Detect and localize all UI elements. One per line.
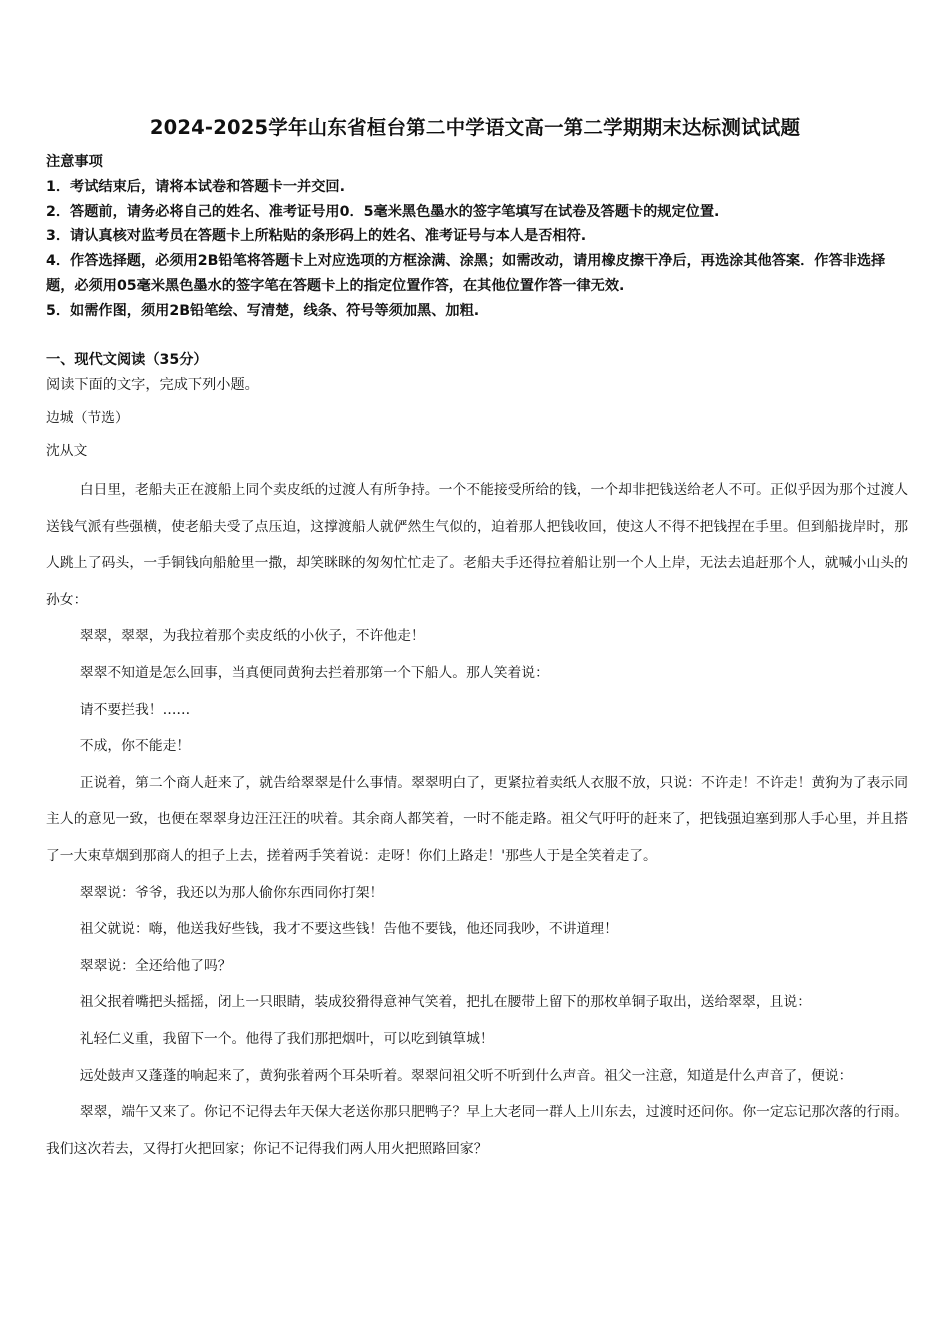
passage-paragraph: 翠翠说：爷爷，我还以为那人偷你东西同你打架！ xyxy=(79,884,384,901)
passage-paragraph: 正说着，第二个商人赶来了，就告给翠翠是什么事情。翠翠明白了，更紧拉着卖纸人衣服不放，只说：不许走！不许走！黄狗为了表示同主人的意见一致，也便在翠翠身边汪汪汪的吠着。其余商人都笑着，一时不能走路。祖父气吁吁的赶来了，把钱强迫塞到那人手心里，并且搭了一大束草烟到那商人的担子上去，搓着两手笑着说：走呀！你们上路走！'那些人于是全笑着走了。 xyxy=(46,774,908,864)
passage-paragraph: 祖父抿着嘴把头摇摇，闭上一只眼睛，装成狡猾得意神气笑着，把扎在腰带上留下的那枚单铜子取出，送给翠翠，且说： xyxy=(79,994,812,1011)
passage-author: 沈从文 xyxy=(46,443,88,459)
notice-item-1: 1．考试结束后，请将本试卷和答题卡一并交回. xyxy=(46,178,346,195)
notice-block xyxy=(46,150,911,324)
passage-paragraph: 翠翠不知道是怎么回事，当真便同黄狗去拦着那第一个下船人。那人笑着说： xyxy=(79,664,549,681)
passage-paragraph: 不成，你不能走！ xyxy=(79,738,191,755)
passage-paragraph: 翠翠，端午又来了。你记不记得去年天保大老送你那只肥鸭子？早上大老同一群人上川东去，过渡时还问你。你一定忘记那次落的行雨。我们这次若去，又得打火把回家；你记不记得我们两人用火把照路回家？ xyxy=(46,1104,908,1157)
passage-paragraph: 翠翠说：全还给他了吗？ xyxy=(79,957,232,974)
passage-paragraph: 请不要拦我！…… xyxy=(79,701,191,718)
passage-body xyxy=(46,472,908,1167)
exam-title: 2024-2025学年山东省桓台第二中学语文高一第二学期期末达标测试试题 xyxy=(149,116,801,139)
notice-item-3: 3．请认真核对监考员在答题卡上所粘贴的条形码上的姓名、准考证号与本人是否相符. xyxy=(46,228,587,245)
notice-heading: 注意事项 xyxy=(46,154,103,170)
passage-paragraph: 祖父就说：嗨，他送我好些钱，我才不要这些钱！告他不要钱，他还同我吵，不讲道理！ xyxy=(79,921,618,938)
section-instruction: 阅读下面的文字，完成下列小题。 xyxy=(46,377,259,393)
notice-item-4: 4．作答选择题，必须用2B铅笔将答题卡上对应选项的方框涂满、涂黑；如需改动，请用橡皮擦干净后，再选涂其他答案．作答非选择题，必须用05毫米黑色墨水的签字笔在答题卡上的指定位置作答，在其他位置作答一律无效. xyxy=(46,253,886,294)
passage-paragraph: 礼轻仁义重，我留下一个。他得了我们那把烟叶，可以吃到镇筸城！ xyxy=(79,1030,494,1047)
passage-paragraph: 远处鼓声又蓬蓬的响起来了，黄狗张着两个耳朵听着。翠翠问祖父听不听到什么声音。祖父一注意，知道是什么声音了，便说： xyxy=(79,1067,853,1084)
passage-title: 边城（节选） xyxy=(46,410,129,426)
passage-paragraph: 白日里，老船夫正在渡船上同个卖皮纸的过渡人有所争持。一个不能接受所给的钱，一个却非把钱送给老人不可。正似乎因为那个过渡人送钱气派有些强横，使老船夫受了点压迫，这撑渡船人就俨然生气似的，迫着那人把钱收回，使这人不得不把钱捏在手里。但到船拢岸时，那人跳上了码头，一手铜钱向船舱里一撒，却笑眯眯的匆匆忙忙走了。老船夫手还得拉着船让别一个人上岸，无法去追赶那个人，就喊小山头的孙女： xyxy=(46,482,908,608)
notice-item-2: 2．答题前，请务必将自己的姓名、准考证号用0．5毫米黑色墨水的签字笔填写在试卷及答题卡的规定位置. xyxy=(46,203,720,220)
section-heading: 一、现代文阅读（35分） xyxy=(46,352,208,368)
passage-paragraph: 翠翠，翠翠，为我拉着那个卖皮纸的小伙子，不许他走！ xyxy=(79,628,425,645)
notice-item-5: 5．如需作图，须用2B铅笔绘、写清楚，线条、符号等须加黑、加粗. xyxy=(46,302,480,319)
